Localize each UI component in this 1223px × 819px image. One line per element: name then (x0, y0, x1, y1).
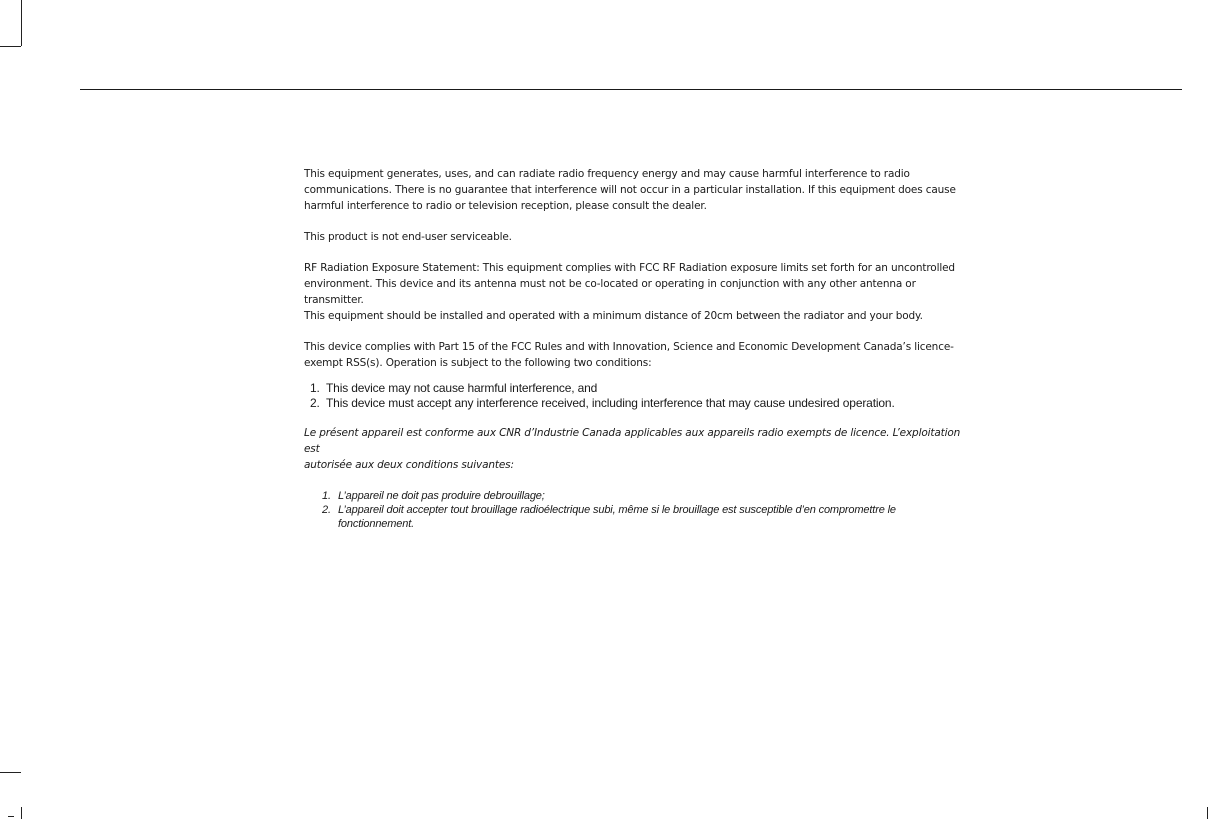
crop-mark-bottom-left-vertical (21, 807, 22, 819)
paragraph-rf-exposure: RF Radiation Exposure Statement: This equipment complies with FCC RF Radiation exposure limits set forth for an uncontrolled environment. This device and its antenna must not be co-located or operating in conjunction with any other antenna or transmitter. This equipment should be installed and operated with a minimum distance of 20cm between the radiator and your body. (304, 262, 955, 322)
list-number: 1. (310, 381, 320, 395)
list-text: L’appareil doit accepter tout brouillage radioélectrique subi, même si le brouillage est susceptible d’en compromettre le fonctionnement. (338, 504, 896, 530)
list-text: This device must accept any interference received, including interference that may cause undesired operation. (326, 396, 895, 410)
list-item (322, 503, 964, 531)
paragraph-fcc-compliance: This device complies with Part 15 of the FCC Rules and with Innovation, Science and Economic Development Canada’s licence- exempt RSS(s). Operation is subject to the following two conditions: (304, 341, 954, 369)
paragraph-serviceable: This product is not end-user serviceable. (304, 231, 512, 243)
crop-mark-top-left-vertical (21, 0, 22, 46)
regulatory-notice (304, 166, 964, 531)
list-text: L’appareil ne doit pas produire debrouillage; (338, 490, 545, 502)
crop-mark-top-left (0, 46, 21, 47)
paragraph-french: Le présent appareil est conforme aux CNR d’Industrie Canada applicables aux appareils radio exempts de licence. L’exploitation est autorisée aux deux conditions suivantes: (304, 427, 961, 471)
conditions-list-fr (304, 489, 964, 531)
crop-mark-bottom-left (0, 772, 21, 773)
list-item (322, 489, 964, 503)
list-number: 2. (310, 396, 320, 410)
list-number: 1. (322, 490, 331, 502)
list-text: This device may not cause harmful interference, and (326, 381, 598, 395)
list-item (310, 396, 964, 411)
crop-mark-bottom-left-tick (8, 816, 14, 817)
paragraph-interference: This equipment generates, uses, and can radiate radio frequency energy and may cause harmful interference to radio communications. There is no guarantee that interference will not occur in a particular installation. If this equipment does cause harmful interference to radio or television reception, please consult the dealer. (304, 168, 956, 212)
conditions-list-en (304, 381, 964, 411)
list-number: 2. (322, 504, 331, 516)
list-item (310, 381, 964, 396)
header-rule (80, 89, 1182, 90)
crop-mark-bottom-right-vertical (1207, 807, 1208, 819)
